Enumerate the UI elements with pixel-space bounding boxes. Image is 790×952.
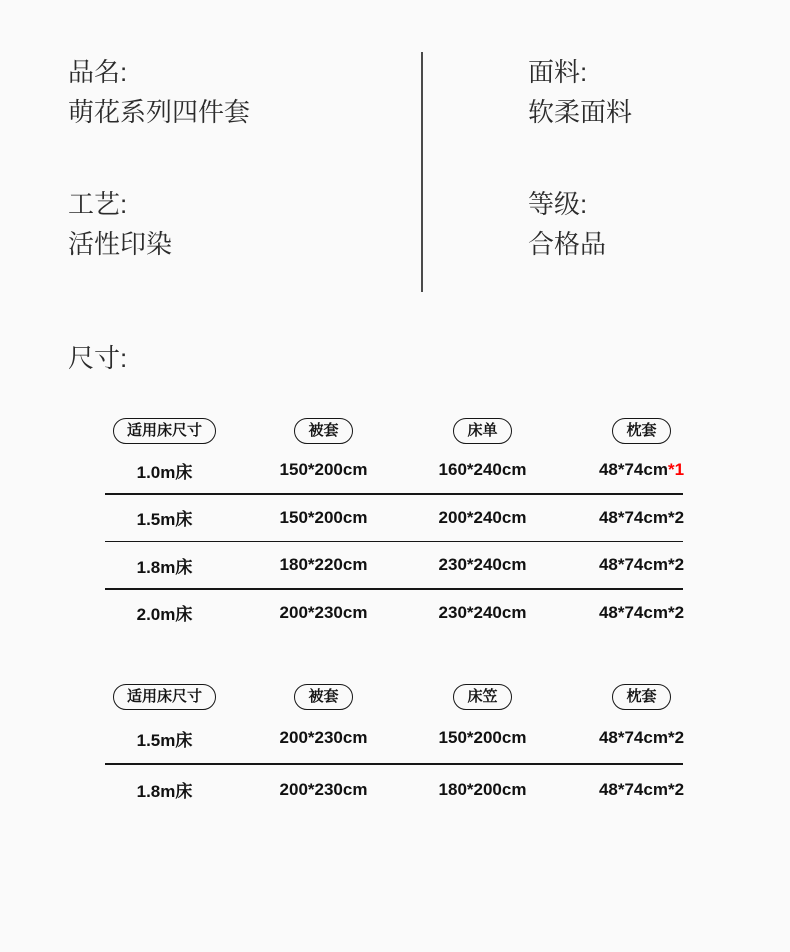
- table-row: [85, 590, 721, 636]
- fitted-sheet-cell: 180*200cm: [438, 779, 527, 799]
- table-row: [85, 495, 721, 541]
- table-row: [85, 765, 721, 815]
- spec-right-column: [528, 52, 632, 264]
- pillowcase-size: 48*74cm: [598, 460, 668, 479]
- table-row: [85, 542, 721, 588]
- bed-sheet-cell: 200*240cm: [438, 507, 527, 527]
- quilt-cover-cell: 150*200cm: [279, 460, 368, 479]
- bed-size-cell: 1.8m床: [136, 557, 193, 577]
- spec-item-craft: [68, 184, 250, 264]
- table-header-row: [85, 684, 721, 713]
- pillowcase-pill: 枕套: [612, 418, 670, 444]
- size-table-fitted-sheet: [85, 684, 721, 815]
- header-bed-sheet: [403, 418, 562, 447]
- fabric-label: 面料:: [528, 57, 588, 87]
- header-bed-size: [85, 418, 244, 447]
- pillowcase-pill: 枕套: [612, 684, 670, 710]
- pillowcase-cell: 48*74cm*2: [598, 602, 685, 622]
- pillow-count-highlight: *1: [667, 460, 685, 479]
- table-header-row: [85, 418, 721, 447]
- craft-value: 活性印染: [68, 229, 173, 259]
- bed-size-cell: 1.5m床: [136, 730, 193, 750]
- fitted-sheet-pill: 床笠: [453, 684, 511, 710]
- fitted-sheet-cell: 150*200cm: [438, 728, 527, 747]
- bed-size-cell: 1.0m床: [136, 462, 193, 482]
- bed-size-cell: 1.5m床: [136, 510, 193, 529]
- craft-label: 工艺:: [68, 189, 128, 219]
- table-row: [85, 713, 721, 763]
- header-bed-size: [85, 684, 244, 713]
- quilt-cover-cell: 200*230cm: [279, 779, 368, 799]
- pillowcase-cell: 48*74cm*2: [598, 728, 685, 747]
- spec-item-grade: [528, 184, 632, 264]
- fabric-value: 软柔面料: [528, 97, 633, 127]
- bed-size-cell: 2.0m床: [136, 605, 193, 624]
- header-pillowcase: [562, 418, 721, 447]
- pillowcase-cell: [562, 460, 721, 480]
- table-row: [85, 447, 721, 493]
- grade-value: 合格品: [528, 229, 607, 259]
- size-table-flat-sheet: [85, 418, 721, 636]
- quilt-cover-cell: 200*230cm: [279, 728, 368, 747]
- bed-sheet-cell: 160*240cm: [438, 460, 527, 479]
- spec-item-fabric: [528, 52, 632, 132]
- bed-size-pill: 适用床尺寸: [113, 684, 216, 710]
- size-section-title: 尺寸:: [68, 343, 128, 373]
- bed-size-cell: 1.8m床: [136, 782, 193, 801]
- bed-sheet-pill: 床单: [453, 418, 511, 444]
- header-fitted-sheet: [403, 684, 562, 713]
- vertical-divider: [421, 52, 423, 292]
- header-quilt-cover: [244, 684, 403, 713]
- quilt-cover-pill: 被套: [294, 418, 352, 444]
- pillowcase-cell: 48*74cm*2: [598, 555, 685, 574]
- quilt-cover-pill: 被套: [294, 684, 352, 710]
- spec-item-product-name: [68, 52, 250, 132]
- header-quilt-cover: [244, 418, 403, 447]
- quilt-cover-cell: 180*220cm: [279, 555, 368, 574]
- bed-sheet-cell: 230*240cm: [438, 555, 527, 574]
- pillowcase-cell: 48*74cm*2: [598, 507, 685, 527]
- header-pillowcase: [562, 684, 721, 713]
- grade-label: 等级:: [528, 189, 588, 219]
- product-name-value: 萌花系列四件套: [68, 97, 251, 127]
- bed-size-pill: 适用床尺寸: [113, 418, 216, 444]
- product-name-label: 品名:: [68, 57, 128, 87]
- spec-left-column: [68, 52, 250, 264]
- bed-sheet-cell: 230*240cm: [438, 602, 527, 622]
- quilt-cover-cell: 150*200cm: [279, 507, 368, 527]
- quilt-cover-cell: 200*230cm: [279, 602, 368, 622]
- pillowcase-cell: 48*74cm*2: [598, 779, 685, 799]
